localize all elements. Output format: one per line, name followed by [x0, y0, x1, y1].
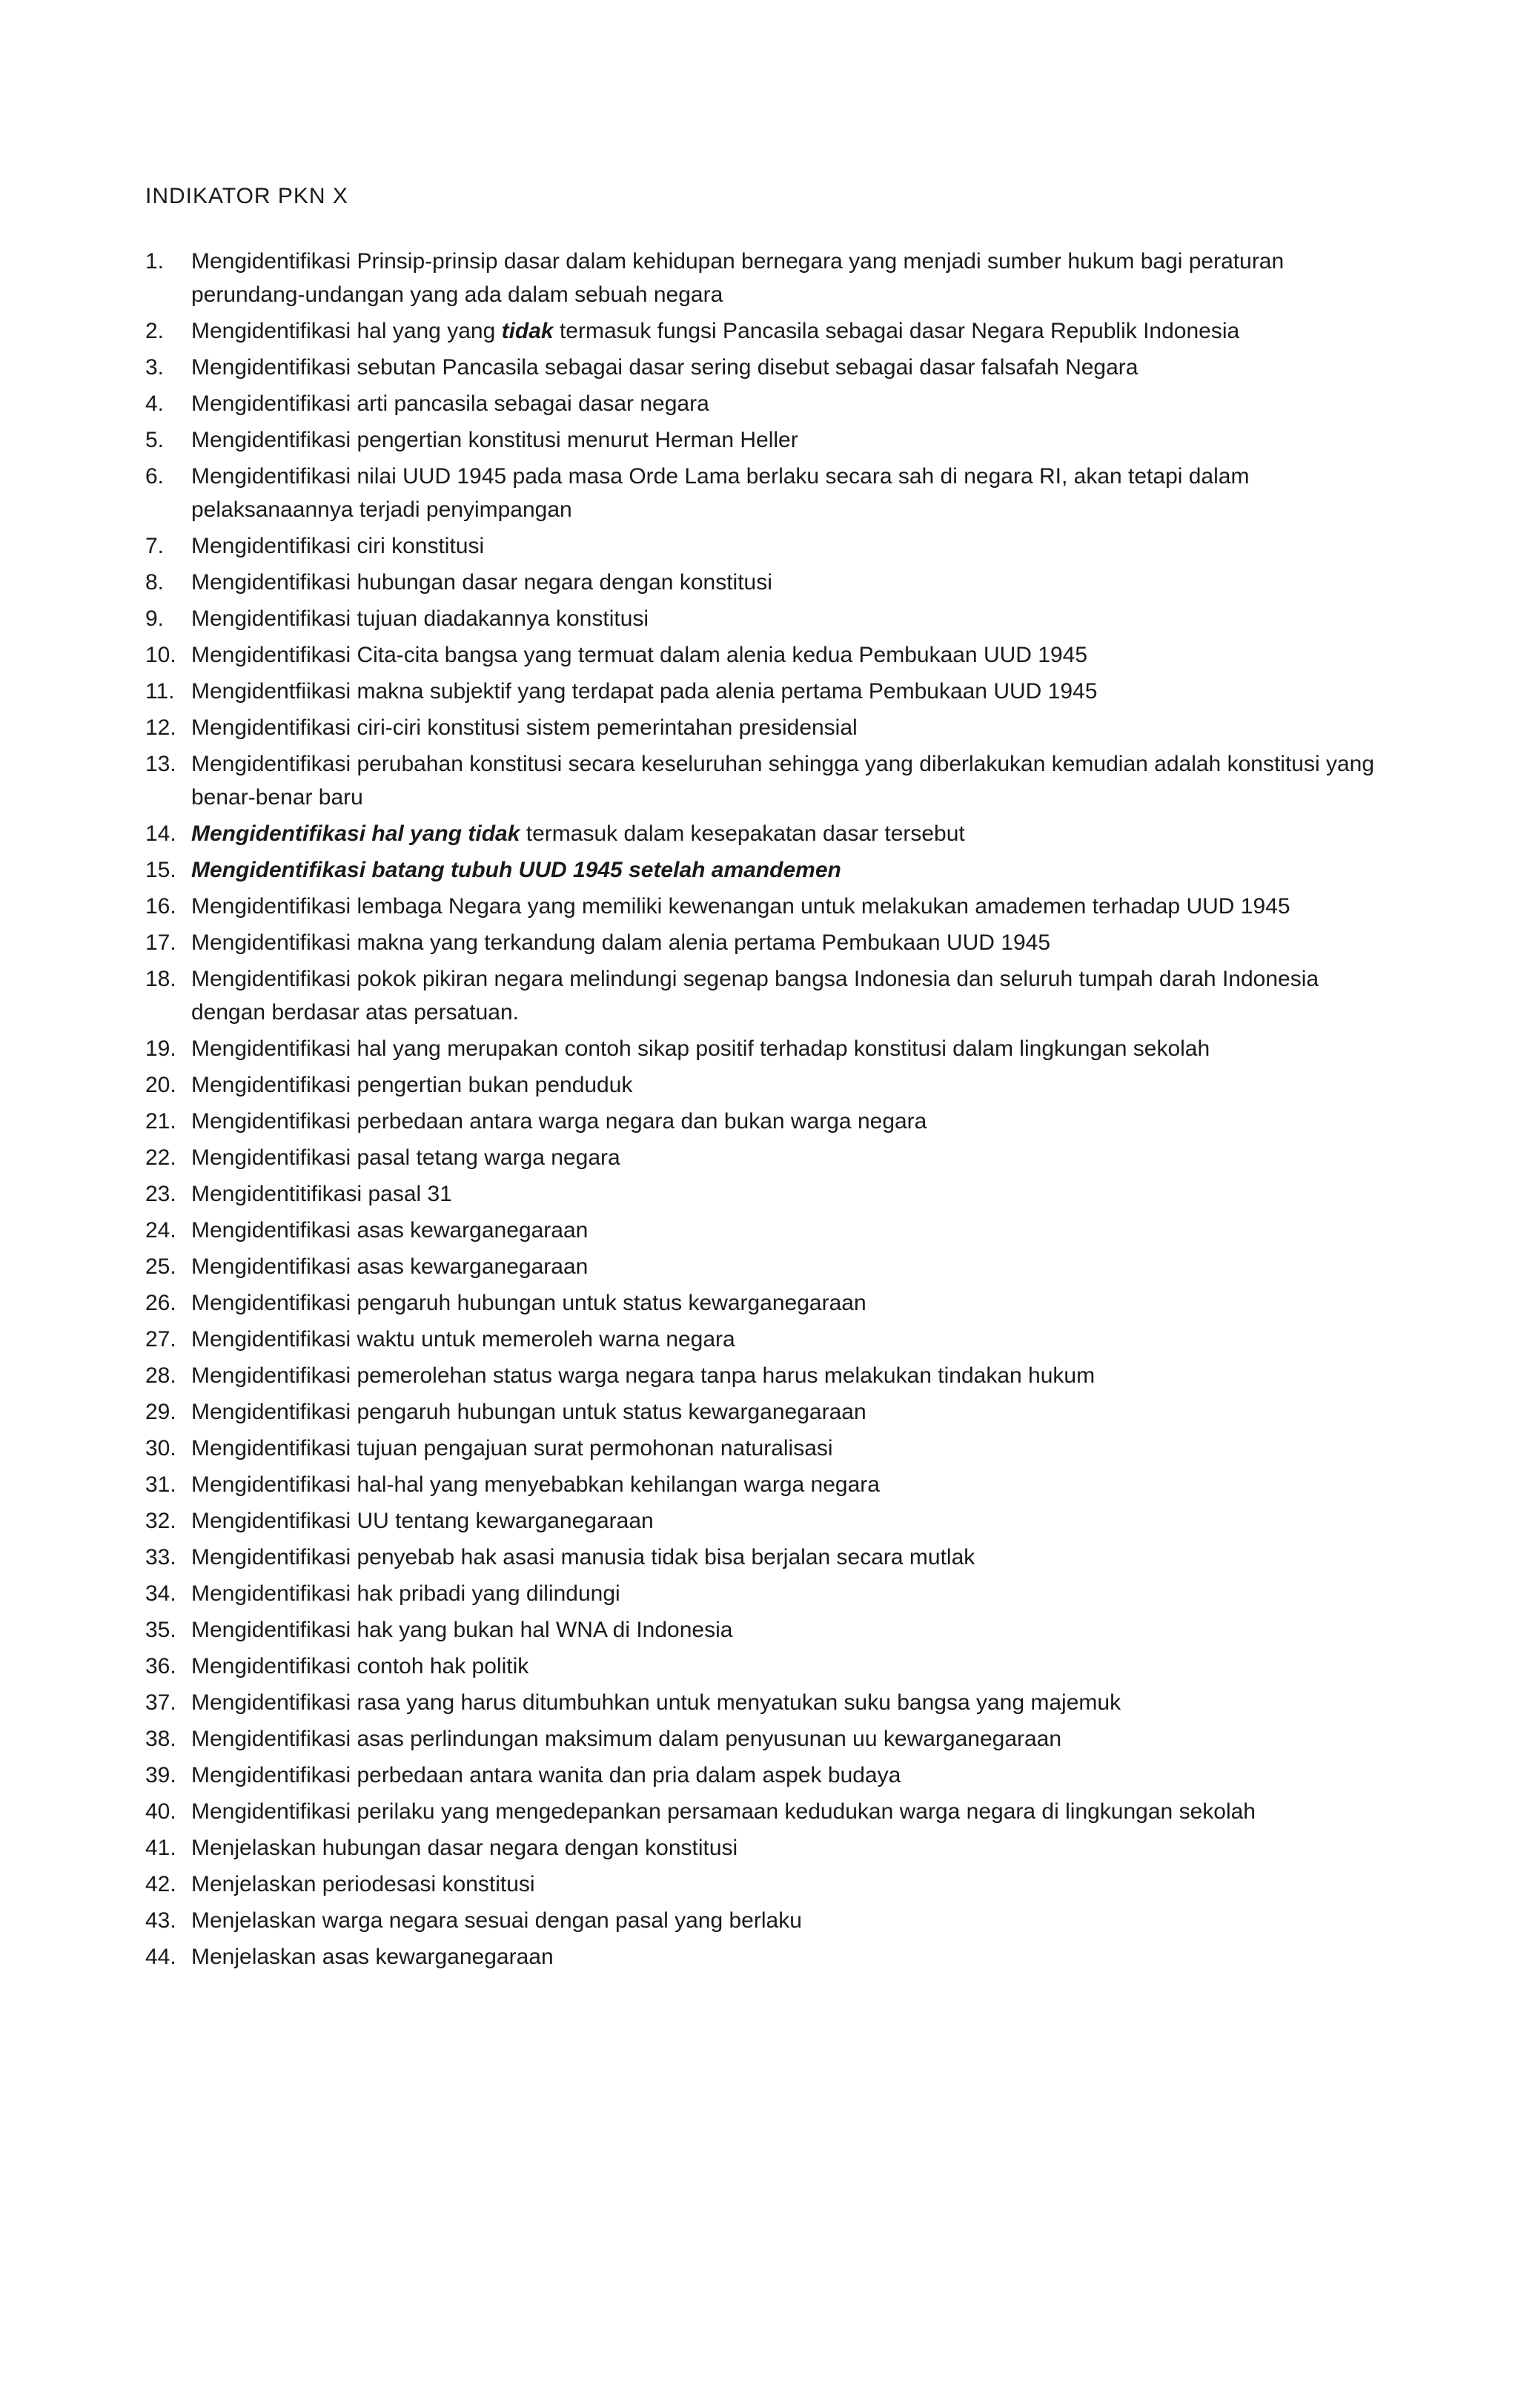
item-number: 4. [145, 391, 165, 416]
item-text [191, 1872, 535, 1896]
emphasized-text: Mengidentifikasi batang tubuh UUD 1945 setelah amandemen [191, 858, 841, 882]
text-segment: Mengidentifikasi asas perlindungan maksimum dalam penyusunan uu kewarganegaraan [191, 1727, 1062, 1751]
item-number: 1. [145, 249, 165, 274]
text-segment: Mengidentifikasi perbedaan antara warga negara dan bukan warga negara [191, 1109, 927, 1134]
item-text [191, 1545, 975, 1570]
item-number: 18. [145, 967, 176, 991]
list-item [145, 1613, 1391, 1647]
list-item [145, 1032, 1391, 1065]
item-text [191, 1218, 588, 1243]
item-text [191, 1654, 528, 1678]
list-item [145, 1214, 1391, 1247]
text-segment: Mengidentifikasi UU tentang kewarganegaraan [191, 1509, 654, 1533]
item-text [191, 1690, 1121, 1715]
item-number: 24. [145, 1218, 176, 1243]
text-segment: Mengidentifikasi hal yang yang [191, 319, 502, 343]
item-text [191, 1363, 1095, 1388]
list-item [145, 675, 1391, 708]
item-text [191, 1618, 732, 1642]
item-number: 42. [145, 1872, 176, 1896]
text-segment: termasuk dalam kesepakatan dasar tersebut [520, 821, 965, 846]
item-text [191, 894, 1290, 919]
item-text [191, 319, 1239, 343]
list-item [145, 1177, 1391, 1211]
list-item [145, 387, 1391, 420]
text-segment: Mengidentifikasi pengaruh hubungan untuk status kewarganegaraan [191, 1291, 866, 1315]
item-number: 31. [145, 1472, 176, 1497]
item-number: 15. [145, 858, 176, 882]
item-number: 17. [145, 930, 176, 955]
list-item [145, 638, 1391, 672]
list-item [145, 1504, 1391, 1538]
item-number: 16. [145, 894, 176, 919]
text-segment: termasuk fungsi Pancasila sebagai dasar Negara Republik Indonesia [553, 319, 1240, 343]
list-item [145, 1359, 1391, 1392]
item-number: 30. [145, 1436, 176, 1461]
item-text [191, 752, 1374, 810]
item-text [191, 715, 858, 740]
text-segment: Mengidentifikasi makna yang terkandung dalam alenia pertama Pembukaan UUD 1945 [191, 930, 1051, 955]
text-segment: Mengidentifikasi pokok pikiran negara melindungi segenap bangsa Indonesia dan seluruh tumpah darah Indonesia dengan berdasar atas persatuan. [191, 967, 1319, 1025]
item-number: 23. [145, 1182, 176, 1206]
item-number: 13. [145, 752, 176, 776]
list-item [145, 1904, 1391, 1937]
text-segment: Mengidentifikasi Cita-cita bangsa yang termuat dalam alenia kedua Pembukaan UUD 1945 [191, 643, 1088, 667]
item-number: 43. [145, 1908, 176, 1933]
text-segment: Mengidentifikasi nilai UUD 1945 pada masa Orde Lama berlaku secara sah di negara RI, akan tetapi dalam pelaksanaannya terjadi penyimpangan [191, 464, 1250, 522]
text-segment: Mengidentifikasi lembaga Negara yang memiliki kewenangan untuk melakukan amademen terhadap UUD 1945 [191, 894, 1290, 919]
item-number: 36. [145, 1654, 176, 1678]
text-segment: Mengidentifikasi pemerolehan status warga negara tanpa harus melakukan tindakan hukum [191, 1363, 1096, 1388]
item-text [191, 1836, 738, 1860]
list-item [145, 1831, 1391, 1865]
text-segment: Menjelaskan asas kewarganegaraan [191, 1945, 554, 1969]
list-item [145, 1868, 1391, 1901]
text-segment: Mengidentifikasi pengaruh hubungan untuk status kewarganegaraan [191, 1400, 866, 1424]
item-number: 9. [145, 606, 165, 631]
item-text [191, 1036, 1210, 1061]
text-segment: Mengidentifikasi perbedaan antara wanita dan pria dalam aspek budaya [191, 1763, 901, 1787]
list-item [145, 1577, 1391, 1610]
list-item [145, 1432, 1391, 1465]
list-item [145, 460, 1391, 526]
item-number: 6. [145, 464, 165, 489]
item-number: 40. [145, 1799, 176, 1824]
list-item [145, 245, 1391, 311]
item-text [191, 643, 1087, 667]
item-text [191, 1291, 866, 1315]
list-item [145, 853, 1391, 887]
list-item [145, 1541, 1391, 1574]
list-item [145, 314, 1391, 348]
text-segment: Mengidentifikasi hubungan dasar negara dengan konstitusi [191, 570, 772, 595]
list-item [145, 890, 1391, 923]
list-item [145, 1068, 1391, 1102]
item-text [191, 1727, 1061, 1751]
text-segment: Mengidentifikasi penyebab hak asasi manusia tidak bisa berjalan secara mutlak [191, 1545, 975, 1570]
text-segment: Menjelaskan periodesasi konstitusi [191, 1872, 535, 1896]
item-text [191, 1472, 880, 1497]
text-segment: Mengidentifikasi rasa yang harus ditumbuhkan untuk menyatukan suku bangsa yang majemuk [191, 1690, 1121, 1715]
text-segment: Mengidentifikasi hal yang merupakan contoh sikap positif terhadap konstitusi dalam lingkungan sekolah [191, 1036, 1210, 1061]
document-title: INDIKATOR PKN X [145, 184, 348, 208]
item-number: 27. [145, 1327, 176, 1352]
item-text [191, 1945, 554, 1969]
text-segment: Mengidentifikasi hak pribadi yang dilindungi [191, 1581, 620, 1606]
item-number: 28. [145, 1363, 176, 1388]
item-text [191, 1436, 833, 1461]
text-segment: Mengidentifikasi perubahan konstitusi secara keseluruhan sehingga yang diberlakukan kemudian adalah konstitusi yang benar-benar baru [191, 752, 1375, 810]
item-text [191, 1509, 654, 1533]
list-item [145, 1795, 1391, 1828]
item-number: 38. [145, 1727, 176, 1751]
item-text [191, 1763, 901, 1787]
item-number: 14. [145, 821, 176, 846]
list-item [145, 566, 1391, 599]
item-text [191, 1182, 452, 1206]
list-item [145, 1105, 1391, 1138]
text-segment: Mengidentifikasi ciri-ciri konstitusi sistem pemerintahan presidensial [191, 715, 858, 740]
text-segment: Mengidentifikasi sebutan Pancasila sebagai dasar sering disebut sebagai dasar falsafah Negara [191, 355, 1138, 380]
text-segment: Mengidentifikasi pengertian konstitusi menurut Herman Heller [191, 428, 798, 452]
text-segment: Mengidentifikasi asas kewarganegaraan [191, 1254, 589, 1279]
item-number: 41. [145, 1836, 176, 1860]
text-segment: Mengidentifikasi perilaku yang mengedepankan persamaan kedudukan warga negara di lingkungan sekolah [191, 1799, 1256, 1824]
item-text [191, 1799, 1256, 1824]
item-number: 37. [145, 1690, 176, 1715]
text-segment: Mengidentifikasi Prinsip-prinsip dasar dalam kehidupan bernegara yang menjadi sumber hukum bagi peraturan perundang-undangan yang ada dalam sebuah negara [191, 249, 1285, 307]
list-item [145, 423, 1391, 457]
item-text [191, 1581, 620, 1606]
list-item [145, 529, 1391, 563]
item-text [191, 1073, 632, 1097]
item-text [191, 391, 709, 416]
item-text [191, 1145, 620, 1170]
list-item [145, 1650, 1391, 1683]
list-item [145, 1759, 1391, 1792]
text-segment: Mengidentifikasi contoh hak politik [191, 1654, 529, 1678]
item-number: 44. [145, 1945, 176, 1969]
item-text [191, 355, 1138, 380]
item-text [191, 464, 1249, 522]
text-segment: Mengidentifikasi arti pancasila sebagai dasar negara [191, 391, 709, 416]
item-text [191, 821, 965, 846]
text-segment: Mengidentfiikasi makna subjektif yang terdapat pada alenia pertama Pembukaan UUD 1945 [191, 679, 1098, 704]
list-item [145, 926, 1391, 959]
item-text [191, 679, 1097, 704]
item-number: 33. [145, 1545, 176, 1570]
item-text [191, 570, 772, 595]
text-segment: Menjelaskan hubungan dasar negara dengan konstitusi [191, 1836, 738, 1860]
item-number: 26. [145, 1291, 176, 1315]
list-item [145, 962, 1391, 1029]
list-item [145, 1722, 1391, 1756]
item-text [191, 606, 649, 631]
item-text [191, 967, 1319, 1025]
item-text [191, 428, 798, 452]
item-text [191, 858, 841, 882]
emphasized-text: tidak [501, 319, 554, 343]
item-number: 29. [145, 1400, 176, 1424]
item-number: 12. [145, 715, 176, 740]
indicator-list [145, 245, 1391, 1977]
list-item [145, 1395, 1391, 1429]
item-text [191, 534, 484, 558]
text-segment: Mengidentifikasi tujuan pengajuan surat permohonan naturalisasi [191, 1436, 833, 1461]
item-text [191, 1109, 927, 1134]
item-number: 2. [145, 319, 165, 343]
text-segment: Mengidentifikasi pasal tetang warga negara [191, 1145, 620, 1170]
item-number: 32. [145, 1509, 176, 1533]
item-text [191, 1400, 866, 1424]
list-item [145, 1940, 1391, 1974]
item-number: 22. [145, 1145, 176, 1170]
list-item [145, 1286, 1391, 1320]
text-segment: Mengidentifikasi pengertian bukan penduduk [191, 1073, 633, 1097]
list-item [145, 711, 1391, 744]
item-number: 10. [145, 643, 176, 667]
list-item [145, 351, 1391, 384]
item-text [191, 1254, 588, 1279]
item-number: 7. [145, 534, 165, 558]
item-number: 25. [145, 1254, 176, 1279]
item-number: 20. [145, 1073, 176, 1097]
list-item [145, 1686, 1391, 1719]
list-item [145, 602, 1391, 635]
item-text [191, 249, 1284, 307]
list-item [145, 1141, 1391, 1174]
item-number: 11. [145, 679, 175, 704]
item-number: 8. [145, 570, 165, 595]
item-number: 3. [145, 355, 165, 380]
item-text [191, 1908, 802, 1933]
list-item [145, 1468, 1391, 1501]
emphasized-text: Mengidentifikasi hal yang tidak [191, 821, 520, 846]
item-number: 19. [145, 1036, 176, 1061]
item-text [191, 1327, 735, 1352]
item-number: 34. [145, 1581, 176, 1606]
list-item [145, 747, 1391, 814]
item-number: 5. [145, 428, 165, 452]
text-segment: Menjelaskan warga negara sesuai dengan pasal yang berlaku [191, 1908, 802, 1933]
list-item [145, 1250, 1391, 1283]
item-text [191, 930, 1050, 955]
text-segment: Mengidentifikasi tujuan diadakannya konstitusi [191, 606, 649, 631]
list-item [145, 1323, 1391, 1356]
text-segment: Mengidentifikasi hak yang bukan hal WNA di Indonesia [191, 1618, 733, 1642]
item-number: 21. [145, 1109, 176, 1134]
text-segment: Mengidentifikasi asas kewarganegaraan [191, 1218, 589, 1243]
item-number: 35. [145, 1618, 176, 1642]
text-segment: Mengidentifikasi ciri konstitusi [191, 534, 485, 558]
list-item [145, 817, 1391, 850]
text-segment: Mengidentitifikasi pasal 31 [191, 1182, 452, 1206]
item-number: 39. [145, 1763, 176, 1787]
text-segment: Mengidentifikasi waktu untuk memeroleh warna negara [191, 1327, 735, 1352]
text-segment: Mengidentifikasi hal-hal yang menyebabkan kehilangan warga negara [191, 1472, 880, 1497]
